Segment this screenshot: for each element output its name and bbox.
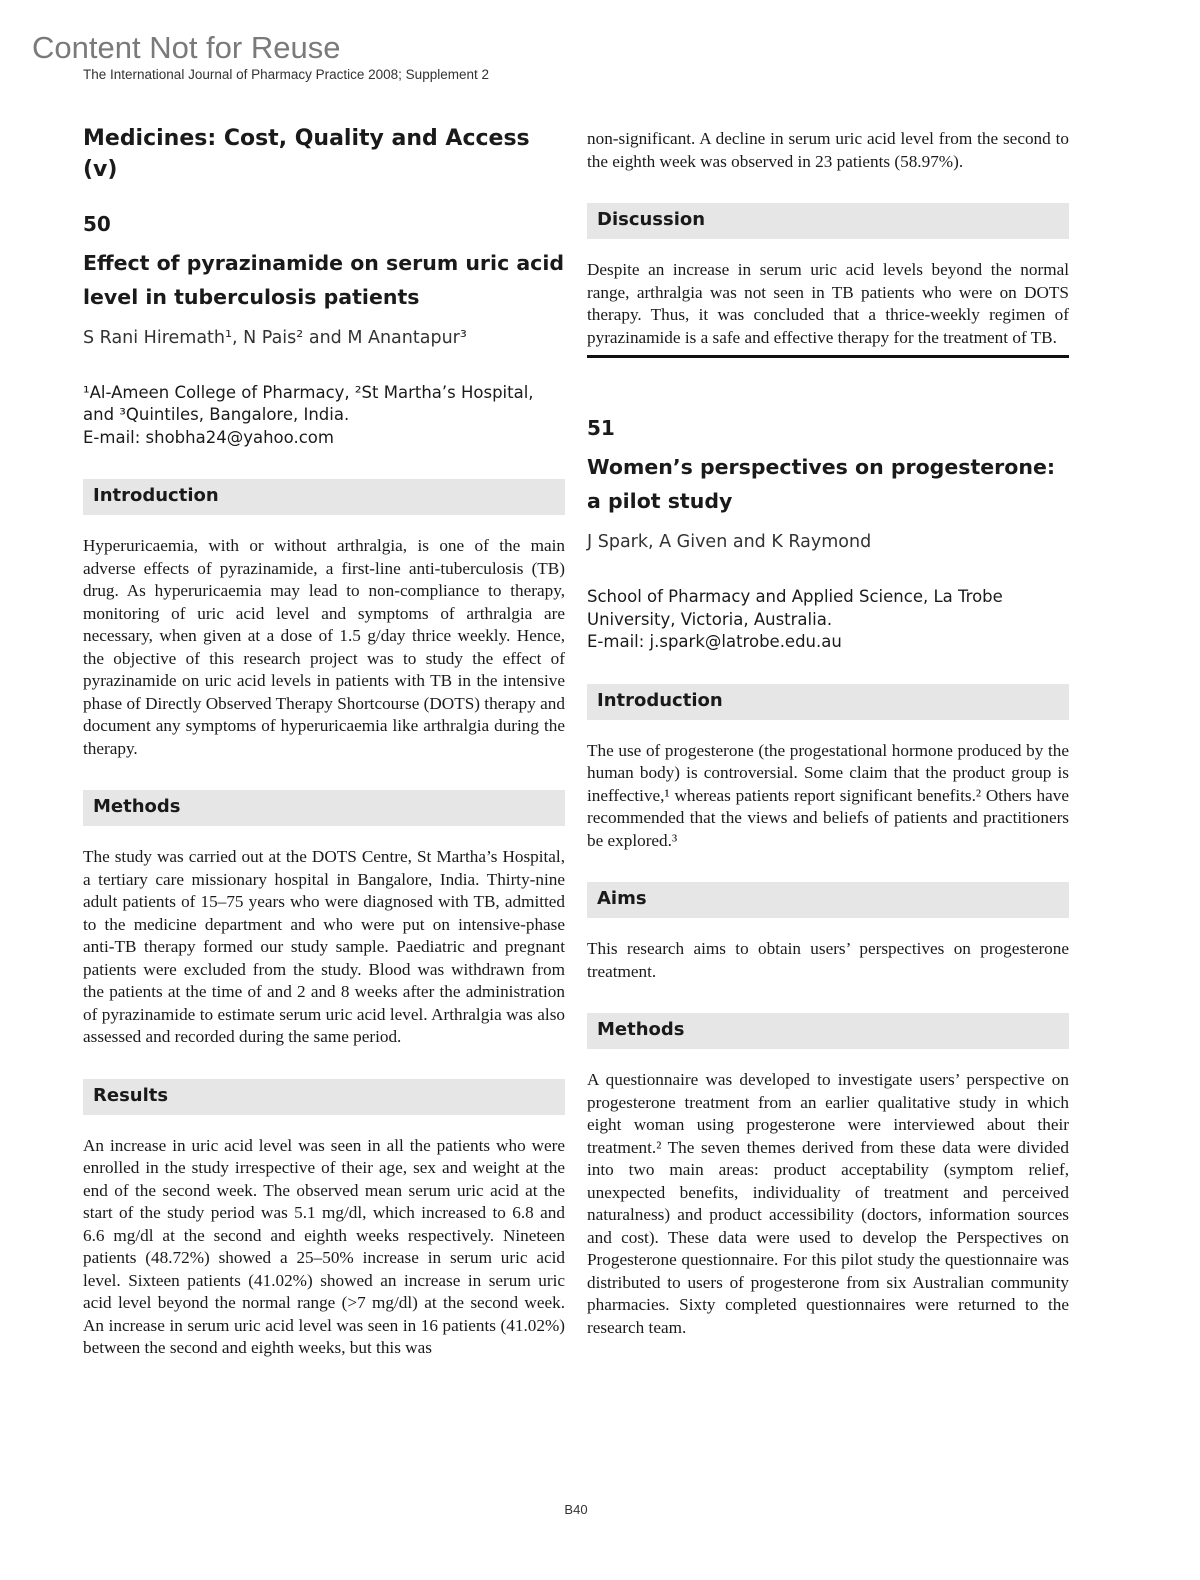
abstract-50-discussion-text: Despite an increase in serum uric acid levels beyond the normal range, arthralgia was not seen in TB patients who were on DOTS therapy. Thus, it was concluded that a thrice-weekly regimen of pyrazinamide is a safe and effective therapy for the treatment of TB. <box>587 260 1069 347</box>
abstract-50-methods-heading: Methods <box>83 790 565 826</box>
abstract-50-title: Effect of pyrazinamide on serum uric acid level in tuberculosis patients <box>83 250 565 309</box>
abstract-divider <box>587 355 1069 358</box>
abstract-51-authors: J Spark, A Given and K Raymond <box>587 532 872 552</box>
abstract-51-number: 51 <box>587 416 615 440</box>
abstract-50-discussion-heading: Discussion <box>587 203 1069 239</box>
watermark: Content Not for Reuse <box>32 30 341 65</box>
abstract-51-aims-text: This research aims to obtain users’ perspectives on progesterone treatment. <box>587 939 1069 981</box>
abstract-50-methods-text: The study was carried out at the DOTS Centre, St Martha’s Hospital, a tertiary care missionary hospital in Bangalore, India. Thirty-nine adult patients of 15–75 years who were diagnosed with TB, admitted to the medicine department and who were put on intensive-phase anti-TB therapy formed our study sample. Paediatric and pregnant patients were excluded from the study. Blood was withdrawn from the patients at the time of and 2 and 8 weeks after the administration of pyrazinamide to estimate serum uric acid level. Arthralgia was also assessed and recorded during the same period. <box>83 847 565 1047</box>
abstract-51-introduction-heading: Introduction <box>587 684 1069 720</box>
affiliation-email: E-mail: shobha24@yahoo.com <box>83 427 334 447</box>
abstract-51-introduction-text: The use of progesterone (the progestational hormone produced by the human body) is controversial. Some claim that the product group is ineffective,¹ whereas patients report significant benefits.² Others have recommended that the views and beliefs of patients and practitioners be explored.³ <box>587 740 1069 850</box>
abstract-50-number: 50 <box>83 211 111 236</box>
right-column <box>587 128 1069 1369</box>
abstract-51-title: Women’s perspectives on progesterone: a pilot study <box>587 455 1056 513</box>
journal-header: The International Journal of Pharmacy Practice 2008; Supplement 2 <box>83 67 489 82</box>
abstract-51-methods-text: A questionnaire was developed to investigate users’ perspective on progesterone treatment from an earlier qualitative study in which eight woman using progesterone were interviewed about their treatment.² The seven themes derived from these data were divided into two main areas: product acceptability (symptom relief, unexpected benefits, individuality of treatment and perceived naturalness) and product accessibility (doctors, information sources and cost). These data were used to develop the Perspectives on Progesterone questionnaire. For this pilot study the questionnaire was distributed to users of progesterone from six Australian community pharmacies. Sixty completed questionnaires were returned to the research team. <box>587 1070 1069 1337</box>
affiliation-line: University, Victoria, Australia. <box>587 609 833 629</box>
section-title: Medicines: Cost, Quality and Access (v) <box>83 126 530 182</box>
affiliation-line: and ³Quintiles, Bangalore, India. <box>83 405 350 425</box>
left-column <box>83 124 565 1390</box>
affiliation-email: E-mail: j.spark@latrobe.edu.au <box>587 632 842 651</box>
abstract-50-authors: S Rani Hiremath¹, N Pais² and M Anantapur³ <box>83 327 467 348</box>
abstract-50-affiliation <box>83 382 565 450</box>
affiliation-line: School of Pharmacy and Applied Science, La Trobe <box>587 587 1003 606</box>
abstract-50-results-text: An increase in uric acid level was seen in all the patients who were enrolled in the study irrespective of their age, sex and weight at the end of the second week. The observed mean serum uric acid at the start of the study period was 5.1 mg/dl, which increased to 6.8 and 6.6 mg/dl at the second and eighth weeks respectively. Nineteen patients (48.72%) showed a 25–50% increase in serum uric acid level. Sixteen patients (41.02%) showed an increase in serum uric acid level beyond the normal range (>7 mg/dl) at the second week. An increase in serum uric acid level was seen in 16 patients (41.02%) between the second and eighth weeks, but this was <box>83 1135 565 1358</box>
abstract-50-results-continued: non-significant. A decline in serum uric acid level from the second to the eighth week was observed in 23 patients (58.97%). <box>587 129 1069 171</box>
abstract-50-introduction-heading: Introduction <box>83 479 565 515</box>
page-number: B40 <box>564 1502 588 1517</box>
abstract-51-aims-heading: Aims <box>587 882 1069 918</box>
abstract-50-introduction-text: Hyperuricaemia, with or without arthralgia, is one of the main adverse effects of pyrazinamide, a first-line anti-tuberculosis (TB) drug. As hyperuricaemia may lead to non-compliance to therapy, monitoring of uric acid level and symptoms of arthralgia are necessary, when given at a dose of 1.5 g/day thrice weekly. Hence, the objective of this research project was to study the effect of pyrazinamide on uric acid levels in patients with TB in the intensive phase of Directly Observed Therapy Shortcourse (DOTS) therapy and document any symptoms of hyperuricaemia like arthralgia during the therapy. <box>83 536 565 758</box>
abstract-50-results-heading: Results <box>83 1079 565 1115</box>
abstract-51-methods-heading: Methods <box>587 1013 1069 1049</box>
affiliation-line: ¹Al-Ameen College of Pharmacy, ²St Martha’s Hospital, <box>83 382 534 402</box>
abstract-51-affiliation <box>587 586 1069 654</box>
